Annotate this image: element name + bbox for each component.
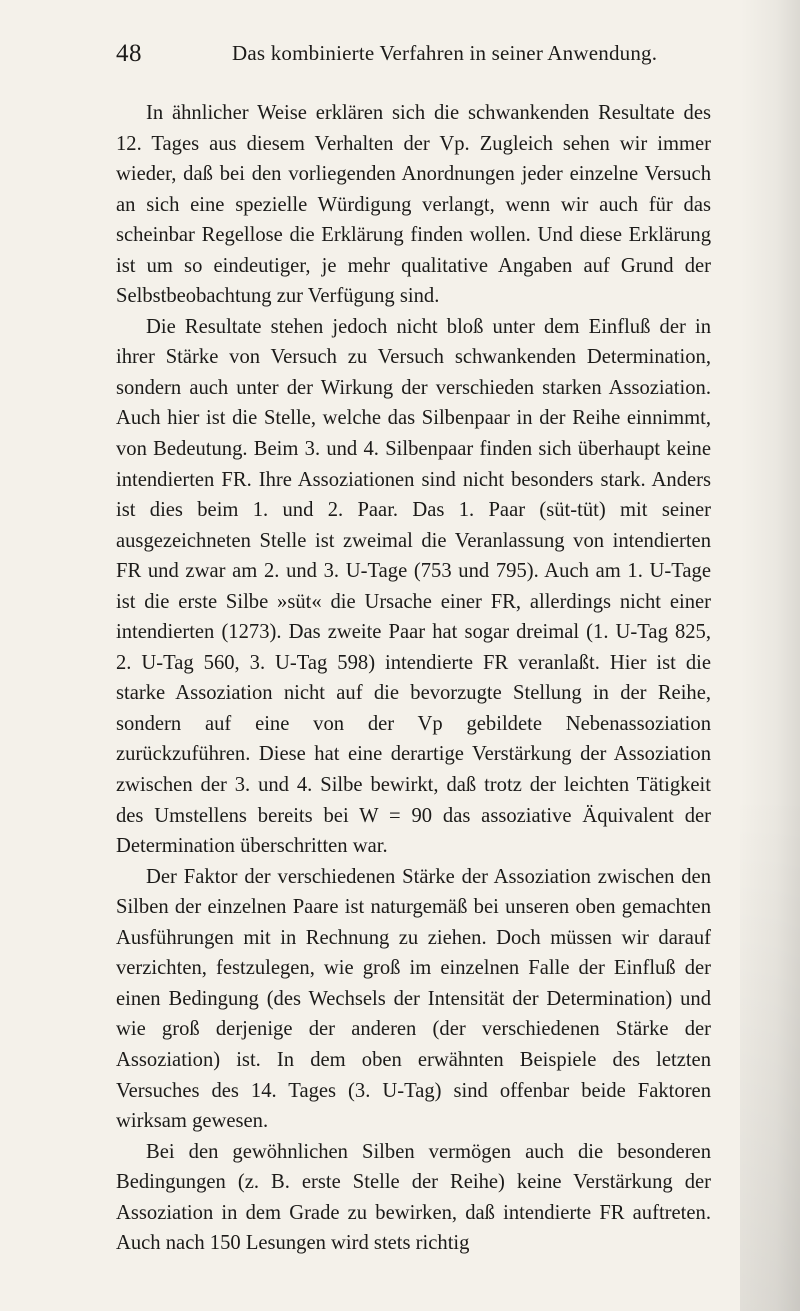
paragraph-4: Bei den gewöhnlichen Silben vermögen auch die besonderen Bedingungen (z. B. erste Stelle der Reihe) keine Verstärkung der Assoziation in dem Grade zu bewirken, daß intendierte FR auftreten. Auch nach 150 Lesungen wird stets richtig (116, 1140, 711, 1255)
body-text (116, 98, 711, 1259)
paragraph-2: Die Resultate stehen jedoch nicht bloß unter dem Einfluß der in ihrer Stärke von Versuch zu Versuch schwankenden Determination, sondern auch unter der Wirkung der verschieden starken Assoziation. Auch hier ist die Stelle, welche das Silbenpaar in der Reihe einnimmt, von Bedeutung. Beim 3. und 4. Silbenpaar finden sich überhaupt keine intendierten FR. Ihre Assoziationen sind nicht besonders stark. Anders ist dies beim 1. und 2. Paar. Das 1. Paar (süt-tüt) mit seiner ausgezeichneten Stelle ist zweimal die Veranlassung von intendierten FR und zwar am 2. und 3. U-Tage (753 und 795). Auch am 1. U-Tage ist die erste Silbe »süt« die Ursache einer FR, allerdings nicht einer intendierten (1273). Das zweite Paar hat sogar dreimal (1. U-Tag 825, 2. U-Tag 560, 3. U-Tag 598) intendierte FR veranlaßt. Hier ist die starke Assoziation nicht auf die bevorzugte Stellung in der Reihe, sondern auf eine von der Vp gebildete Nebenassoziation zurückzuführen. Diese hat eine derartige Verstärkung der Assoziation zwischen der 3. und 4. Silbe bewirkt, daß trotz der leichten Tätigkeit des Umstellens bereits bei W = 90 das assoziative Äquivalent der Determination überschritten war. (116, 315, 711, 858)
paragraph-3: Der Faktor der verschiedenen Stärke der Assoziation zwischen den Silben der einzelnen Paare ist naturgemäß bei unseren oben gemachten Ausführungen mit in Rechnung zu ziehen. Doch müssen wir darauf verzichten, festzulegen, wie groß im einzelnen Falle der Einfluß der einen Bedingung (des Wechsels der Intensität der Determination) und wie groß derjenige der anderen (der verschiedenen Stärke der Assoziation) ist. In dem oben erwähnten Beispiele des letzten Versuches des 14. Tages (3. U-Tag) sind offenbar beide Faktoren wirksam gewesen. (116, 865, 711, 1133)
page-number: 48 (116, 40, 142, 67)
page-header (0, 30, 800, 80)
running-head: Das kombinierte Verfahren in seiner Anwendung. (232, 41, 658, 65)
paragraph-1: In ähnlicher Weise erklären sich die schwankenden Resultate des 12. Tages aus diesem Verhalten der Vp. Zugleich sehen wir immer wieder, daß bei den vorliegenden Anordnungen jeder einzelne Versuch an sich eine spezielle Würdigung verlangt, wenn wir auch für das scheinbar Regellose die Erklärung finden wollen. Und diese Erklärung ist um so eindeutiger, je mehr qualitative Angaben auf Grund der Selbstbeobachtung zur Verfügung sind. (116, 102, 711, 308)
page-corner-shadow (740, 791, 800, 1311)
page-edge-shadow (740, 0, 800, 1311)
